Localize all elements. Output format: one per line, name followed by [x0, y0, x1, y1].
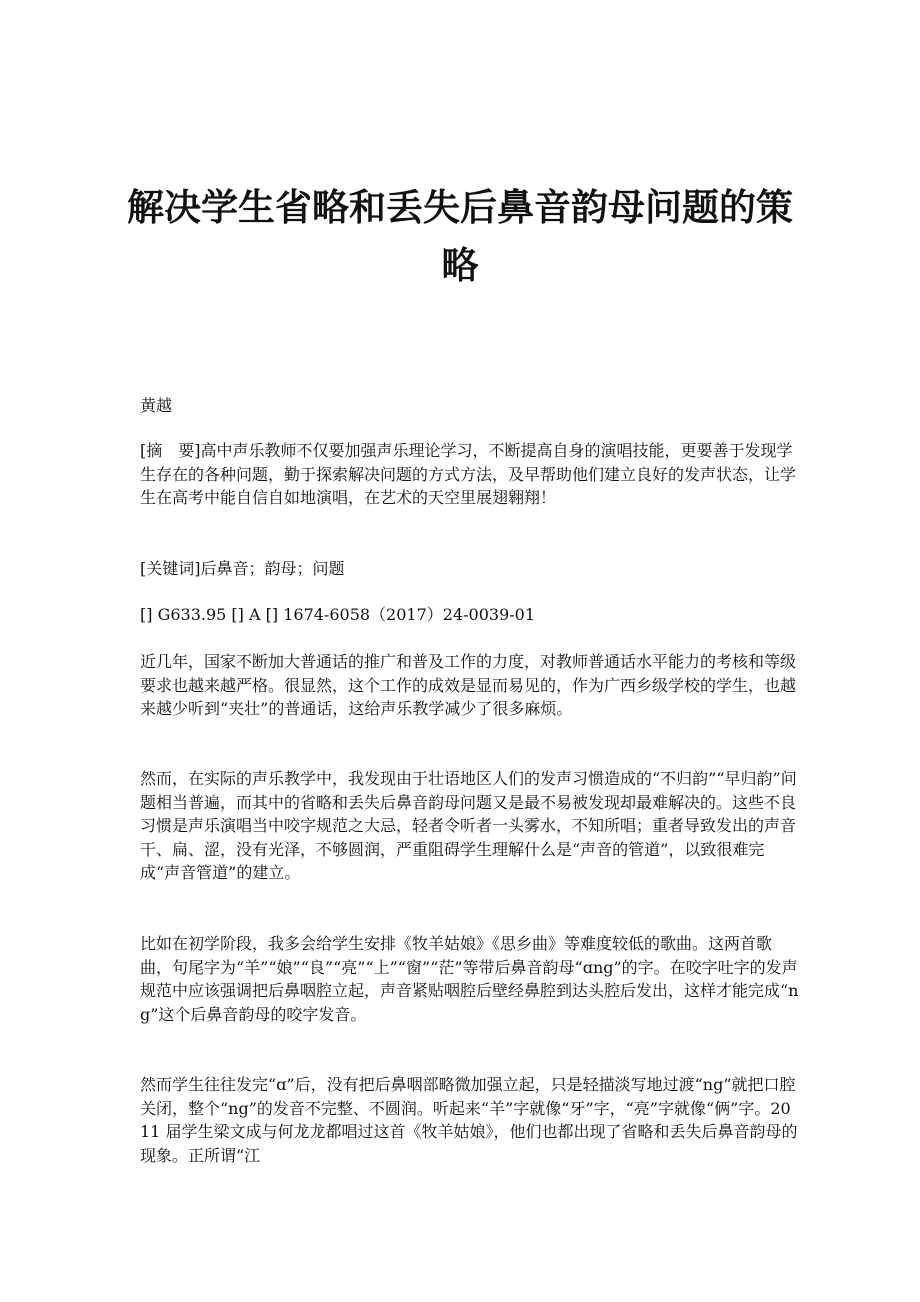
body-paragraph: 然而学生往往发完“ɑ”后，没有把后鼻咽部略微加强立起，只是轻描淡写地过渡“ng”就把口腔关闭，整个“ng”的发音不完整、不圆润。听起来“羊”字就像“牙”字，“亮”字就像“俩”字。2011 届学生梁文成与何龙龙都唱过这首《牧羊姑娘》，他们也都出现了省略和丢失后鼻音韵母的现象。正所谓“江	[140, 1075, 798, 1165]
author-name: 黄越	[140, 396, 173, 415]
body-paragraph: 然而，在实际的声乐教学中，我发现由于壮语地区人们的发声习惯造成的“不归韵”“早归韵”问题相当普遍，而其中的省略和丢失后鼻音韵母问题又是最不易被发现却最难解决的。这些不良习惯是声乐演唱当中咬字规范之大忌，轻者令听者一头雾水，不知所唱；重者导致发出的声音干、扁、涩，没有光泽，不够圆润，严重阻碍学生理解什么是“声音的管道”，以致很难完成“声音管道”的建立。	[140, 769, 797, 882]
document-title: 解决学生省略和丢失后鼻音韵母问题的策略	[127, 185, 793, 287]
classification-line: [] G633.95 [] A [] 1674-6058（2017）24-0039-01	[140, 605, 536, 624]
keywords-line: [关键词]后鼻音；韵母；问题	[140, 559, 345, 578]
body-paragraph: 近几年，国家不断加大普通话的推广和普及工作的力度，对教师普通话水平能力的考核和等级要求也越来越严格。很显然，这个工作的成效是显而易见的，作为广西乡级学校的学生，也越来越少听到“夹壮”的普通话，这给声乐教学减少了很多麻烦。	[140, 652, 797, 718]
body-paragraph: 比如在初学阶段，我多会给学生安排《牧羊姑娘》《思乡曲》等难度较低的歌曲。这两首歌曲，句尾字为“羊”“娘”“良”“亮”“上”“窗”“茫”等带后鼻音韵母“ɑng”的字。在咬字吐字的发声规范中应该强调把后鼻咽腔立起，声音紧贴咽腔后壁经鼻腔到达头腔后发出，这样才能完成“ng”这个后鼻音韵母的咬字发音。	[140, 934, 799, 1024]
abstract-paragraph: [摘 要]高中声乐教师不仅要加强声乐理论学习，不断提高自身的演唱技能，更要善于发现学生存在的各种问题，勤于探索解决问题的方式方法，及早帮助他们建立良好的发声状态，让学生在高考中能自信自如地演唱，在艺术的天空里展翅翱翔！	[140, 441, 797, 507]
